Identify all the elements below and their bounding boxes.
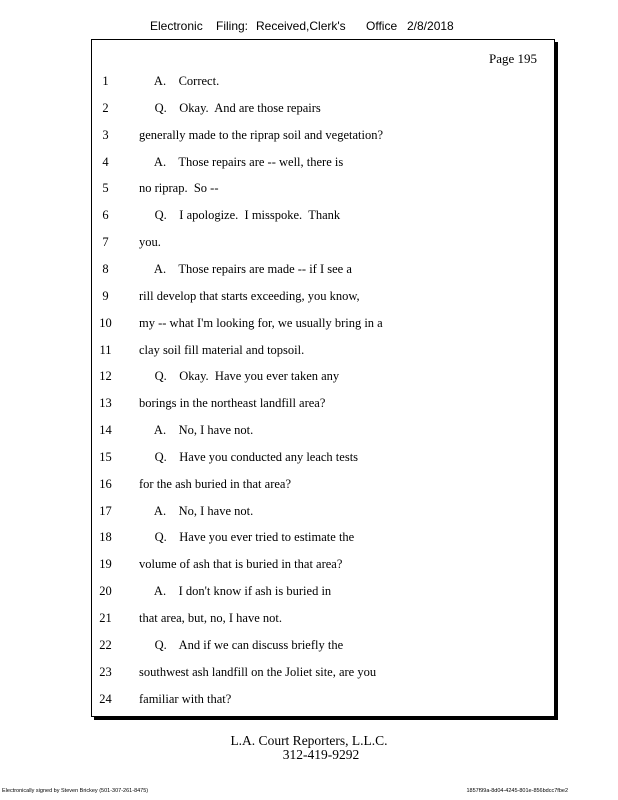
line-text: A. Those repairs are made -- if I see a [139,261,352,276]
line-text: Q. I apologize. I misspoke. Thank [139,208,341,223]
line-number: 18 [99,530,112,545]
transcript-line [92,262,554,284]
transcript-line [92,423,554,445]
line-number: 14 [99,423,112,438]
transcript-line [92,665,554,687]
line-number: 15 [99,449,112,464]
line-number: 20 [99,584,112,599]
footer-phone: 312-419-9292 [282,747,360,762]
transcript-line [92,128,554,150]
footer-company: L.A. Court Reporters, L.L.C. [230,733,388,748]
transcript-line [92,477,554,499]
line-text: you. [139,235,161,250]
line-number: 4 [102,154,109,169]
line-text: my -- what I'm looking for, we usually bring in a [139,315,383,330]
line-number: 2 [102,100,109,115]
line-text: A. No, I have not. [139,503,254,518]
transcript-line [92,692,554,714]
line-text: familiar with that? [139,691,232,706]
line-text: A. No, I have not. [139,423,254,438]
line-number: 13 [99,396,112,411]
transcript-line [92,504,554,526]
header-office: Office [366,19,398,33]
line-number: 10 [99,315,112,330]
transcript-line [92,101,554,123]
transcript-line [92,369,554,391]
line-number: 9 [102,288,109,303]
line-number: 11 [99,342,112,357]
line-text: Q. And if we can discuss briefly the [139,637,344,652]
line-number: 19 [99,557,112,572]
line-number: 17 [99,503,112,518]
line-number: 21 [99,611,112,625]
transcript-line [92,557,554,579]
header-filing: Filing: [216,19,249,33]
line-number: 23 [99,664,112,679]
line-number: 12 [99,369,112,384]
transcript-line [92,289,554,311]
line-number: 24 [99,691,112,706]
transcript-line [92,638,554,660]
transcript-line [92,530,554,552]
line-text: clay soil fill material and topsoil. [139,342,305,357]
transcript-line [92,316,554,338]
transcript-line [92,584,554,606]
line-text: Q. Have you ever tried to estimate the [139,530,355,545]
line-number: 8 [102,261,109,276]
electronic-signature: Electronically signed by Steven Brickey (501-307-261-8475) [2,788,149,794]
transcript-line [92,208,554,230]
line-number: 3 [102,127,109,142]
line-text: volume of ash that is buried in that area? [139,557,343,572]
transcript-line [92,181,554,203]
line-text: for the ash buried in that area? [139,476,292,491]
transcript-line [92,235,554,257]
line-number: 16 [99,476,112,491]
line-text: A. I don't know if ash is buried in [139,584,332,599]
line-text: generally made to the riprap soil and vegetation? [139,127,384,142]
filing-header [0,19,618,37]
line-text: borings in the northeast landfill area? [139,396,326,411]
transcript-line [92,450,554,472]
document-id: 1857f99a-8d04-4245-801e-856bdcc7fbe2 [466,788,568,794]
transcript-line [92,343,554,365]
transcript-line [92,396,554,418]
page-number: Page 195 [488,51,537,66]
line-number: 7 [102,235,109,250]
line-text: A. Those repairs are -- well, there is [139,154,344,169]
line-text: rill develop that starts exceeding, you know, [139,288,360,303]
line-text: southwest ash landfill on the Joliet site, are you [139,664,377,679]
line-text: that area, but, no, I have not. [139,611,283,625]
line-text: Q. Okay. And are those repairs [139,100,321,115]
line-text: Q. Have you conducted any leach tests [139,449,359,464]
header-date: 2/8/2018 [407,19,454,33]
line-number: 6 [102,208,109,223]
header-received: Received,Clerk's [256,19,346,33]
transcript-line [92,155,554,177]
line-text: Q. Okay. Have you ever taken any [139,369,340,384]
line-text: no riprap. So -- [139,181,219,196]
header-electronic: Electronic [150,19,203,33]
line-number: 22 [99,637,112,652]
line-number: 1 [102,74,109,88]
transcript-page [91,39,555,717]
transcript-line [92,74,554,96]
line-text: A. Correct. [139,74,220,88]
line-number: 5 [102,181,109,196]
transcript-line [92,611,554,633]
